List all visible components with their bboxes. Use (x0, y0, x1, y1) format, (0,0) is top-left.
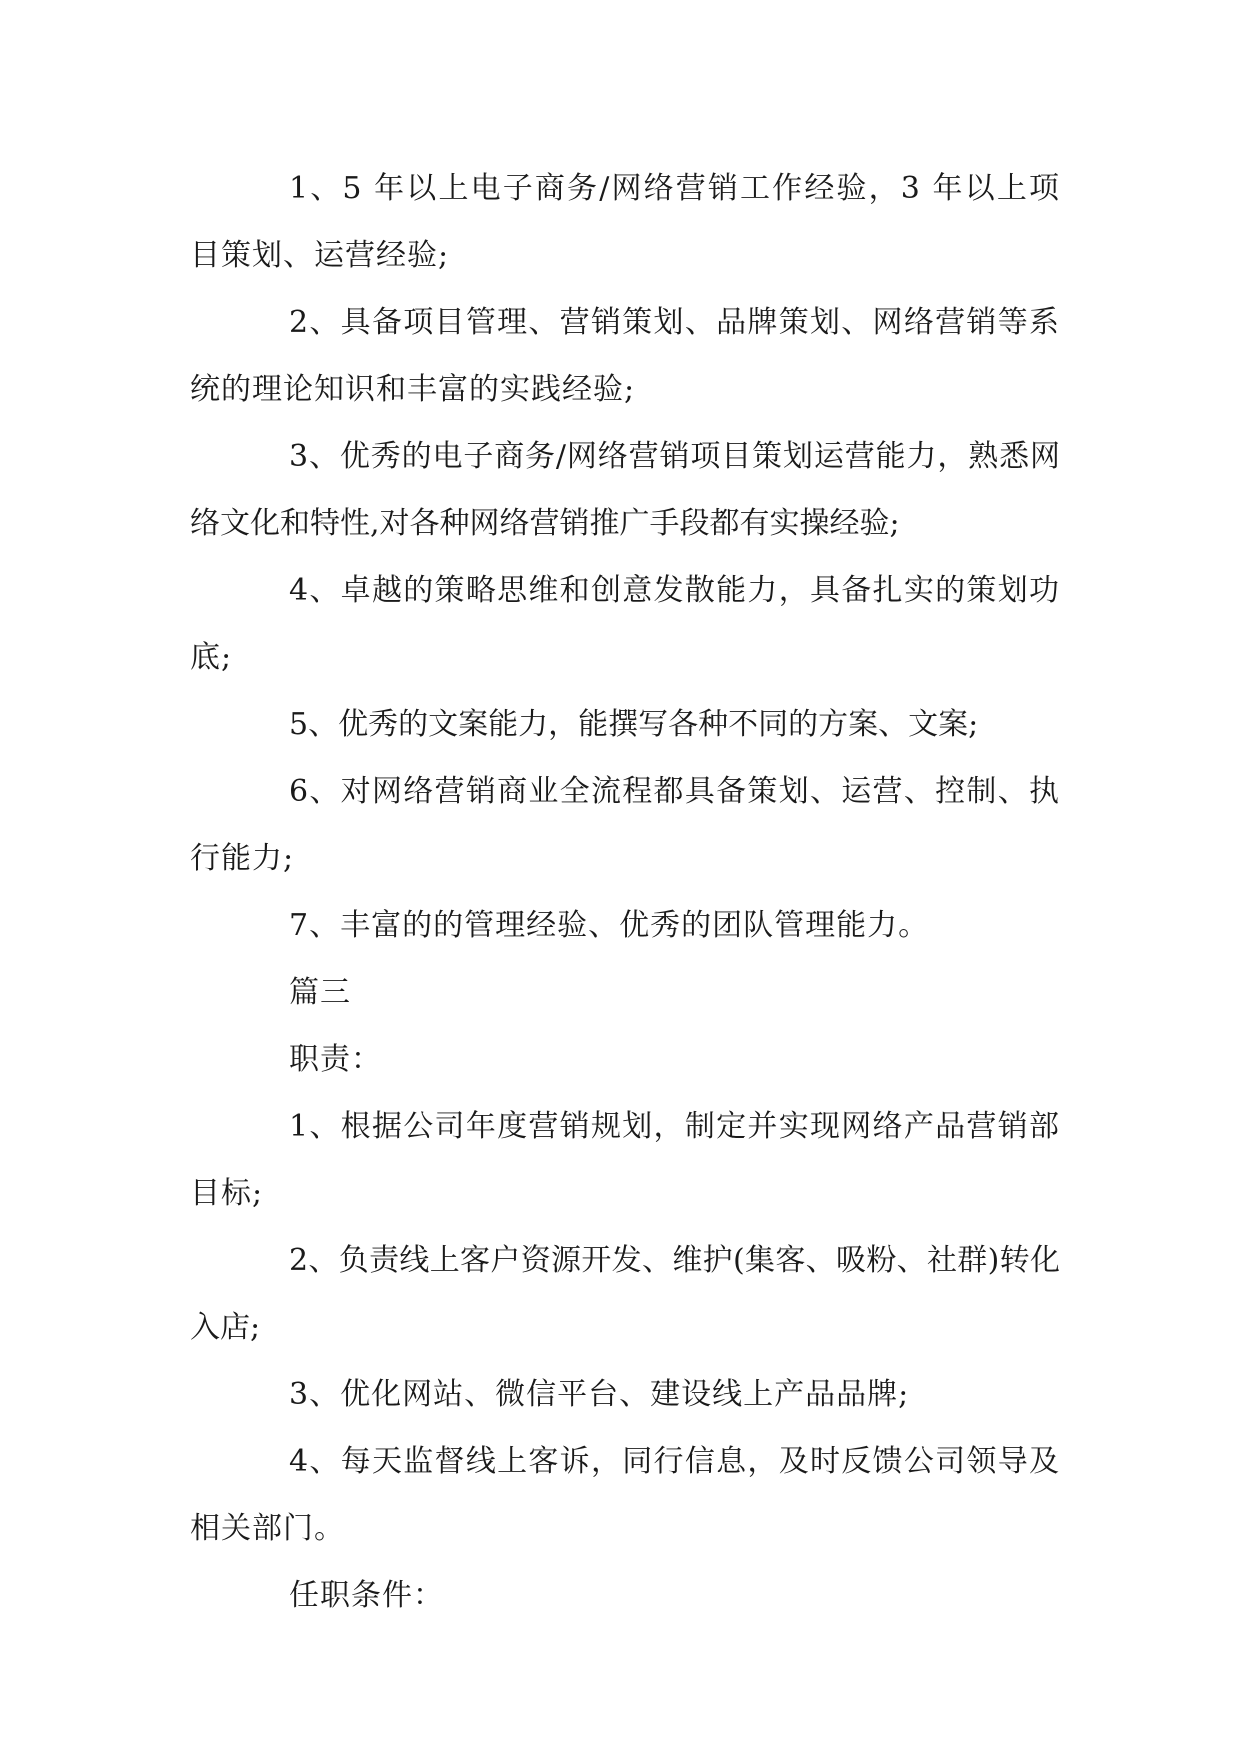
document-body (190, 155, 1060, 1629)
requirement-item-2: 2、具备项目管理、营销策划、品牌策划、网络营销等系统的理论知识和丰富的实践经验; (190, 305, 1060, 407)
requirement-item-3: 3、优秀的电子商务/网络营销项目策划运营能力，熟悉网络文化和特性,对各种网络营销推广手段都有实操经验; (190, 439, 1060, 541)
requirement-item-1: 1、5 年以上电子商务/网络营销工作经验，3 年以上项目策划、运营经验; (190, 171, 1060, 273)
duty-item-1: 1、根据公司年度营销规划，制定并实现网络产品营销部目标; (190, 1109, 1060, 1211)
duty-item-2: 2、负责线上客户资源开发、维护(集客、吸粉、社群)转化入店; (190, 1243, 1060, 1345)
duties-heading: 职责： (289, 1042, 382, 1077)
requirement-item-5: 5、优秀的文案能力，能撰写各种不同的方案、文案; (289, 707, 979, 742)
duty-item-3: 3、优化网站、微信平台、建设线上产品品牌; (289, 1377, 910, 1412)
requirement-item-6: 6、对网络营销商业全流程都具备策划、运营、控制、执行能力; (190, 774, 1060, 876)
duty-item-4: 4、每天监督线上客诉，同行信息，及时反馈公司领导及相关部门。 (190, 1444, 1060, 1546)
qualifications-heading: 任职条件： (289, 1578, 444, 1613)
requirement-item-4: 4、卓越的策略思维和创意发散能力，具备扎实的策划功底; (190, 573, 1060, 675)
requirement-item-7: 7、丰富的的管理经验、优秀的团队管理能力。 (289, 908, 930, 943)
section-heading: 篇三 (289, 975, 351, 1010)
